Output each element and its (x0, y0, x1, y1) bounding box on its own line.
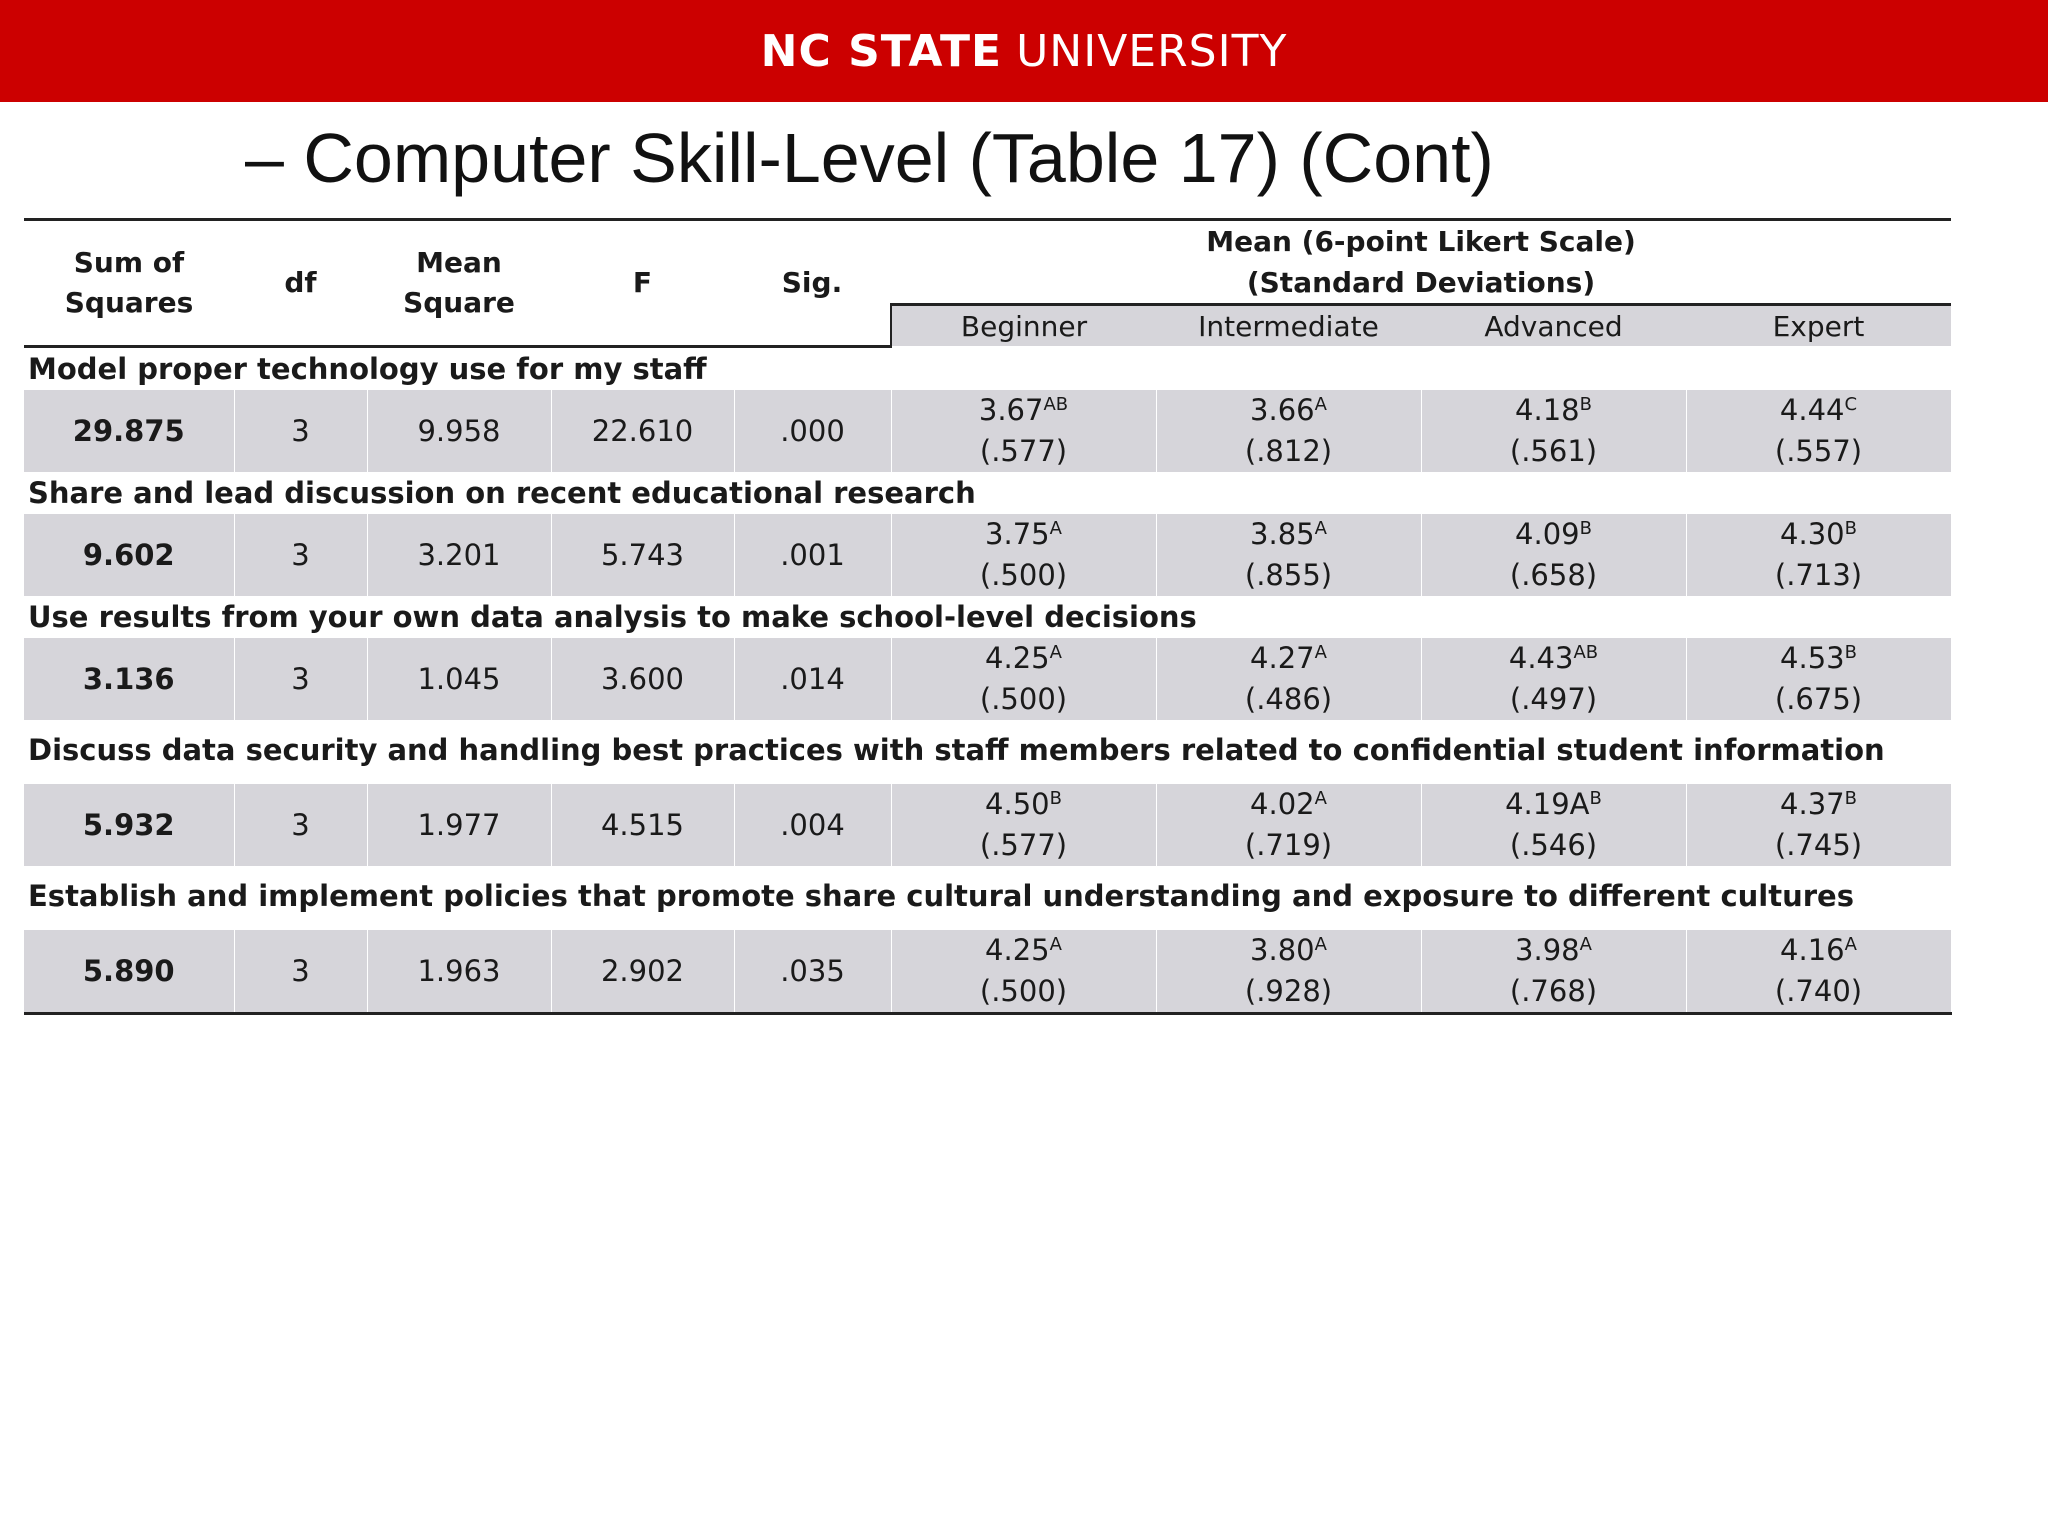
cell-mean-advanced: $4.09^B$ (.658) (1421, 514, 1686, 596)
cell-mean-beginner: $4.50^B$ (.577) (891, 784, 1156, 866)
cell-df: 3 (234, 390, 367, 472)
cell-sum-of-squares: 5.932 (24, 784, 234, 866)
university-logo (761, 26, 1288, 77)
cell-mean-expert: $4.30^B$ (.713) (1686, 514, 1951, 596)
row-label: Share and lead discussion on recent educational research (24, 472, 1951, 514)
row-label: Establish and implement policies that promote share cultural understanding and exposure to different cultures (24, 866, 1951, 926)
cell-sum-of-squares: 9.602 (24, 514, 234, 596)
cell-sig: .035 (734, 930, 891, 1014)
cell-f: 4.515 (551, 784, 734, 866)
cell-mean-beginner: $3.75^A$ (.500) (891, 514, 1156, 596)
cell-df: 3 (234, 638, 367, 720)
cell-sig: .014 (734, 638, 891, 720)
header-mean-group-title: Mean (6-point Likert Scale) (891, 220, 1951, 263)
university-banner (0, 0, 2048, 102)
cell-mean-beginner: $4.25^A$ (.500) (891, 930, 1156, 1014)
header-sig: Sig. (734, 220, 891, 347)
cell-df: 3 (234, 784, 367, 866)
cell-mean-beginner: $4.25^A$ (.500) (891, 638, 1156, 720)
header-advanced: Advanced (1421, 305, 1686, 347)
header-beginner: Beginner (891, 305, 1156, 347)
cell-mean-intermediate: $3.66^A$ (.812) (1156, 390, 1421, 472)
cell-f: 2.902 (551, 930, 734, 1014)
cell-sig: .004 (734, 784, 891, 866)
header-mean-square: Mean Square (367, 220, 551, 347)
cell-mean-expert: $4.44^C$ (.557) (1686, 390, 1951, 472)
cell-mean-advanced: $3.98^A$ (.768) (1421, 930, 1686, 1014)
header-sum-of-squares: Sum of Squares (24, 220, 234, 347)
table-row (24, 390, 1951, 472)
cell-mean-intermediate: $3.85^A$ (.855) (1156, 514, 1421, 596)
row-label: Discuss data security and handling best practices with staff members related to confidential student information (24, 720, 1951, 780)
cell-mean-square: 1.045 (367, 638, 551, 720)
table-row (24, 930, 1951, 1014)
cell-mean-intermediate: $3.80^A$ (.928) (1156, 930, 1421, 1014)
row-label: Use results from your own data analysis to make school-level decisions (24, 596, 1951, 638)
header-intermediate: Intermediate (1156, 305, 1421, 347)
cell-f: 5.743 (551, 514, 734, 596)
cell-df: 3 (234, 930, 367, 1014)
cell-mean-square: 3.201 (367, 514, 551, 596)
table-row (24, 514, 1951, 596)
cell-mean-advanced: $4.43^{AB}$ (.497) (1421, 638, 1686, 720)
cell-mean-expert: $4.37^B$ (.745) (1686, 784, 1951, 866)
header-df: df (234, 220, 367, 347)
cell-mean-advanced: $4.18^B$ (.561) (1421, 390, 1686, 472)
header-expert: Expert (1686, 305, 1951, 347)
cell-mean-expert: $4.16^A$ (.740) (1686, 930, 1951, 1014)
cell-mean-advanced: $4.19A^B$ (.546) (1421, 784, 1686, 866)
cell-mean-beginner: $3.67^{AB}$ (.577) (891, 390, 1156, 472)
cell-sum-of-squares: 3.136 (24, 638, 234, 720)
cell-mean-square: 1.963 (367, 930, 551, 1014)
header-f: F (551, 220, 734, 347)
anova-table (24, 218, 1952, 1015)
cell-sig: .001 (734, 514, 891, 596)
cell-sig: .000 (734, 390, 891, 472)
cell-df: 3 (234, 514, 367, 596)
cell-mean-square: 1.977 (367, 784, 551, 866)
table-row (24, 638, 1951, 720)
cell-f: 3.600 (551, 638, 734, 720)
cell-sum-of-squares: 29.875 (24, 390, 234, 472)
cell-mean-square: 9.958 (367, 390, 551, 472)
table-row (24, 784, 1951, 866)
cell-mean-intermediate: $4.02^A$ (.719) (1156, 784, 1421, 866)
cell-mean-expert: $4.53^B$ (.675) (1686, 638, 1951, 720)
row-label: Model proper technology use for my staff (24, 346, 1951, 390)
logo-regular-text: UNIVERSITY (1016, 25, 1288, 77)
cell-sum-of-squares: 5.890 (24, 930, 234, 1014)
logo-bold-text: NC STATE (760, 25, 1003, 77)
slide-title: – Computer Skill-Level (Table 17) (Cont) (245, 119, 1494, 197)
cell-f: 22.610 (551, 390, 734, 472)
cell-mean-intermediate: $4.27^A$ (.486) (1156, 638, 1421, 720)
header-mean-group-subtitle: (Standard Deviations) (1246, 266, 1596, 299)
